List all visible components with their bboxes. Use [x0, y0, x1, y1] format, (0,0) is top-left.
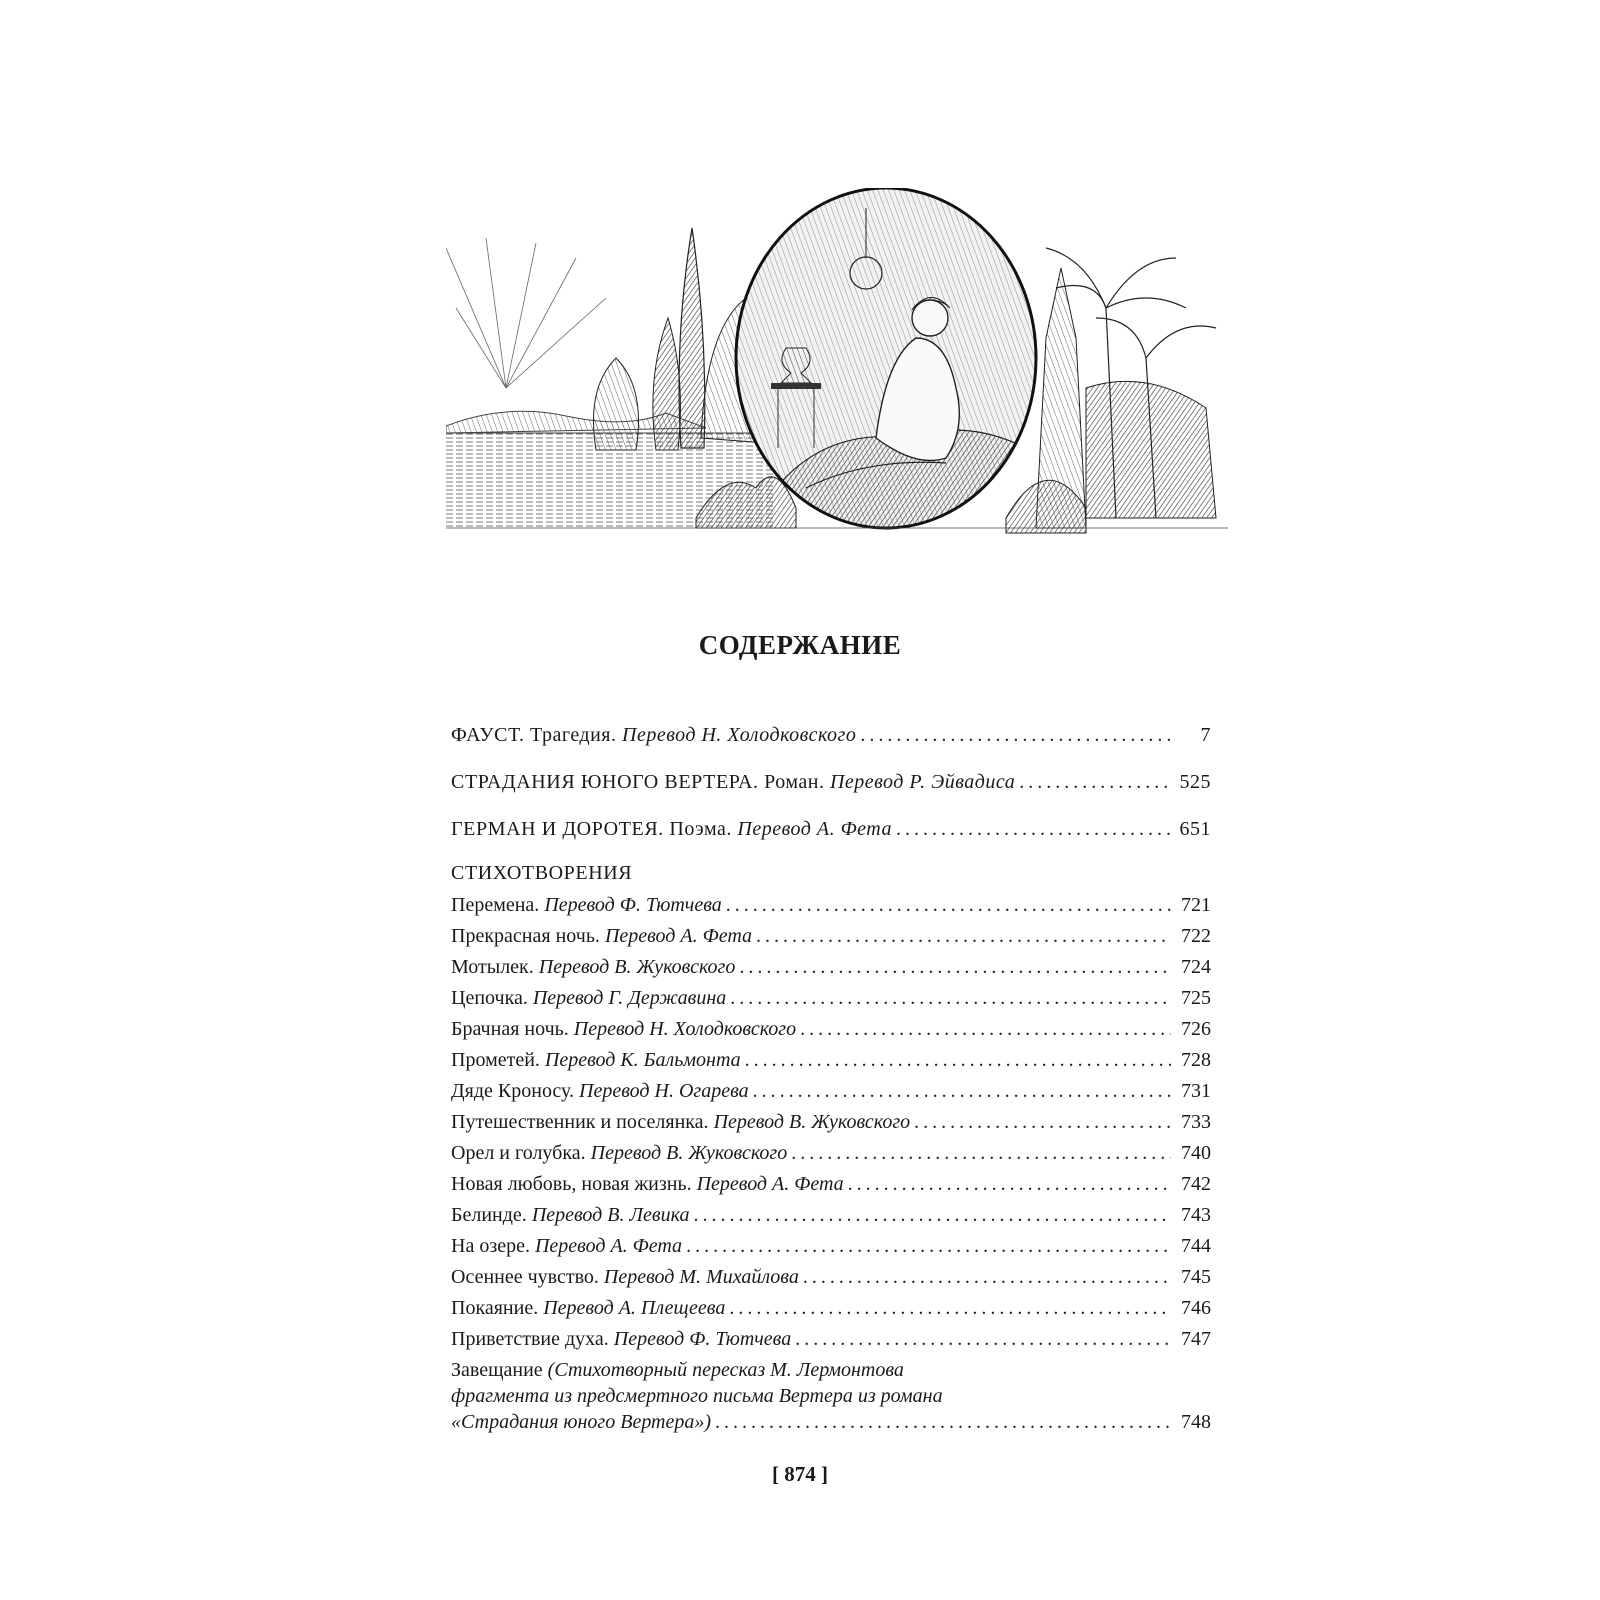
entry-title: Прекрасная ночь.	[451, 925, 600, 947]
leader-dots	[860, 712, 1171, 759]
entry-title: Путешественник и поселянка.	[451, 1111, 709, 1133]
toc-entry-testament[interactable]	[451, 1357, 1211, 1435]
entry-title: На озере.	[451, 1235, 530, 1257]
entry-page-number: 744	[1181, 1235, 1211, 1257]
page-number-folio: [ 874 ]	[772, 1462, 828, 1486]
leader-dots	[726, 890, 1171, 921]
entry-page-number: 724	[1181, 956, 1211, 978]
leader-dots	[896, 806, 1171, 853]
entry-translator: Перевод Н. Холодковского	[573, 1018, 797, 1040]
entry-translator: Перевод А. Фета	[696, 1173, 844, 1195]
entry-page-number: 747	[1181, 1328, 1211, 1350]
toc-entry-poem[interactable]	[451, 1200, 1211, 1231]
entry-title: Цепочка.	[451, 987, 528, 1009]
entry-page-number: 722	[1181, 925, 1211, 947]
entry-main-title: СТРАДАНИЯ ЮНОГО ВЕРТЕРА.	[451, 771, 759, 793]
entry-translator: Перевод А. Фета	[604, 925, 753, 947]
entry-title: Орел и голубка.	[451, 1142, 586, 1164]
leader-dots	[791, 1138, 1171, 1169]
entry-translator: Перевод В. Левика	[531, 1204, 690, 1226]
entry-page-number: 748	[1181, 1411, 1211, 1433]
entry-note-line-3: «Страдания юного Вертера»)	[451, 1411, 712, 1433]
toc-entry-poem[interactable]	[451, 1169, 1211, 1200]
entry-page-number: 725	[1181, 987, 1211, 1009]
leader-dots	[715, 1409, 1171, 1435]
entry-genre: Роман.	[764, 771, 825, 793]
entry-note-line-1: (Стихотворный пересказ М. Лермонтова	[547, 1359, 904, 1381]
entry-page-number: 745	[1181, 1266, 1211, 1288]
entry-page-number: 728	[1181, 1049, 1211, 1071]
entry-translator: Перевод К. Бальмонта	[544, 1049, 741, 1071]
entry-page-number: 743	[1181, 1204, 1211, 1226]
toc-entry-poem[interactable]	[451, 921, 1211, 952]
entry-page-number: 7	[1200, 724, 1211, 746]
entry-page-number: 731	[1181, 1080, 1211, 1102]
leader-dots	[739, 952, 1171, 983]
toc-entry-poem[interactable]	[451, 1293, 1211, 1324]
entry-translator: Перевод А. Фета	[534, 1235, 683, 1257]
entry-genre: Трагедия.	[530, 724, 617, 746]
entry-page-number: 740	[1181, 1142, 1211, 1164]
entry-title: Дяде Кроносу.	[451, 1080, 575, 1102]
entry-title: Новая любовь, новая жизнь.	[451, 1173, 692, 1195]
toc-entry-poem[interactable]	[451, 1107, 1211, 1138]
entry-translator: Перевод Ф. Тютчева	[544, 894, 722, 916]
entry-page-number: 721	[1181, 894, 1211, 916]
entry-page-number: 742	[1181, 1173, 1211, 1195]
entry-translator: Перевод А. Плещеева	[543, 1297, 726, 1319]
page-title: СОДЕРЖАНИЕ	[698, 630, 902, 660]
leader-dots	[729, 1293, 1171, 1324]
toc-entry-faust[interactable]	[451, 712, 1211, 759]
toc-entry-hermann[interactable]	[451, 806, 1211, 853]
entry-genre: Поэма.	[669, 818, 732, 840]
entry-title: Мотылек.	[451, 956, 534, 978]
entry-translator: Перевод М. Михайлова	[603, 1266, 799, 1288]
leader-dots	[686, 1231, 1171, 1262]
entry-translator: Перевод Н. Огарева	[579, 1080, 749, 1102]
poem-list	[451, 890, 1211, 1355]
entry-translator: Перевод Н. Холодковского	[622, 724, 857, 746]
entry-page-number: 746	[1181, 1297, 1211, 1319]
leader-dots	[730, 983, 1171, 1014]
entry-title: Прометей.	[451, 1049, 540, 1071]
toc-entry-poem[interactable]	[451, 890, 1211, 921]
entry-note-line-2: фрагмента из предсмертного письма Вертера из романа	[451, 1385, 943, 1407]
toc-entry-poem[interactable]	[451, 1138, 1211, 1169]
entry-title: Осеннее чувство.	[451, 1266, 599, 1288]
entry-page-number: 525	[1179, 771, 1211, 793]
entry-main-title: ГЕРМАН И ДОРОТЕЯ.	[451, 818, 664, 840]
toc-entry-poem[interactable]	[451, 1014, 1211, 1045]
entry-main-title: ФАУСТ.	[451, 724, 525, 746]
leader-dots	[914, 1107, 1171, 1138]
leader-dots	[693, 1200, 1171, 1231]
entry-title: Завещание	[451, 1359, 543, 1381]
leader-dots	[1019, 759, 1171, 806]
entry-translator: Перевод Ф. Тютчева	[613, 1328, 792, 1350]
leader-dots	[848, 1169, 1171, 1200]
entry-translator: Перевод Р. Эйвадиса	[829, 771, 1016, 793]
toc-entry-werther[interactable]	[451, 759, 1211, 806]
toc-entry-poem[interactable]	[451, 983, 1211, 1014]
toc-entry-poem[interactable]	[451, 1231, 1211, 1262]
table-of-contents	[451, 712, 1211, 1435]
entry-title: Покаяние.	[451, 1297, 539, 1319]
leader-dots	[803, 1262, 1171, 1293]
entry-title: Приветствие духа.	[451, 1328, 609, 1350]
entry-title: Брачная ночь.	[451, 1018, 569, 1040]
toc-entry-poem[interactable]	[451, 1076, 1211, 1107]
entry-translator: Перевод Г. Державина	[532, 987, 727, 1009]
entry-page-number: 733	[1181, 1111, 1211, 1133]
entry-page-number: 726	[1181, 1018, 1211, 1040]
leader-dots	[800, 1014, 1171, 1045]
entry-title: Перемена.	[451, 894, 540, 916]
entry-translator: Перевод В. Жуковского	[713, 1111, 911, 1133]
entry-title: Белинде.	[451, 1204, 527, 1226]
leader-dots	[795, 1324, 1171, 1355]
toc-entry-poem[interactable]	[451, 1262, 1211, 1293]
entry-translator: Перевод В. Жуковского	[538, 956, 736, 978]
leader-dots	[753, 1076, 1171, 1107]
section-heading-poems: СТИХОТВОРЕНИЯ	[451, 862, 633, 884]
toc-entry-poem[interactable]	[451, 1324, 1211, 1355]
toc-entry-poem[interactable]	[451, 1045, 1211, 1076]
header-vignette-illustration	[446, 188, 1228, 540]
leader-dots	[756, 921, 1171, 952]
leader-dots	[745, 1045, 1171, 1076]
toc-entry-poem[interactable]	[451, 952, 1211, 983]
entry-translator: Перевод А. Фета	[737, 818, 892, 840]
entry-translator: Перевод В. Жуковского	[590, 1142, 788, 1164]
entry-page-number: 651	[1179, 818, 1211, 840]
